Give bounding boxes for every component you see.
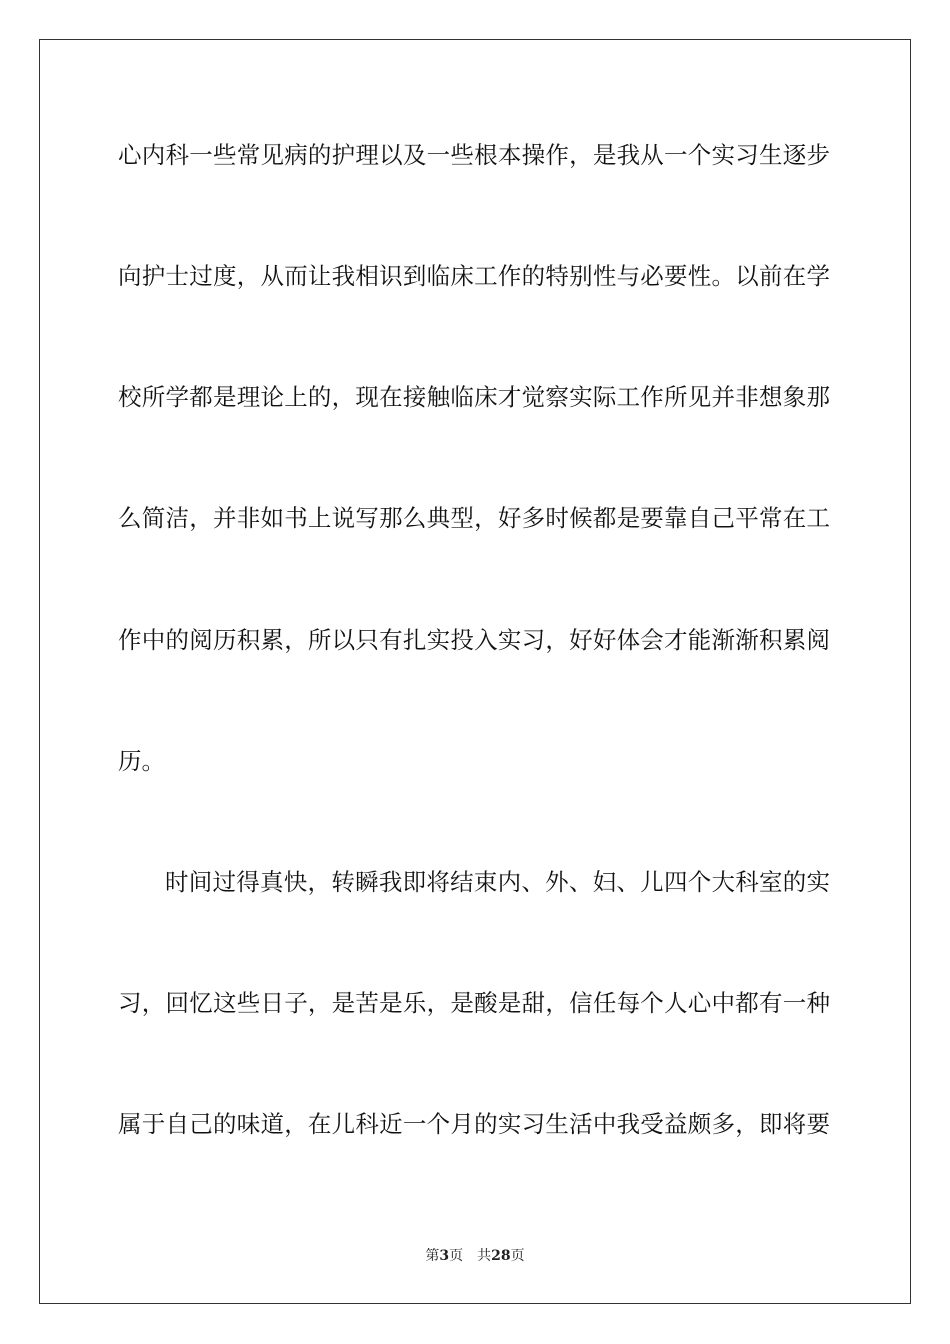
body-text-line: 向护士过度，从而让我相识到临床工作的特别性与必要性。以前在学 bbox=[118, 262, 830, 290]
page-footer bbox=[0, 1246, 950, 1266]
total-label-prefix: 共 bbox=[477, 1248, 492, 1264]
body-text-line: 属于自己的味道，在儿科近一个月的实习生活中我受益颇多，即将要 bbox=[118, 1110, 830, 1138]
total-label-suffix: 页 bbox=[510, 1248, 525, 1264]
page-label-suffix: 页 bbox=[449, 1248, 464, 1264]
total-pages: 28 bbox=[491, 1248, 511, 1264]
body-text-line: 作中的阅历积累，所以只有扎实投入实习，好好体会才能渐渐积累阅 bbox=[118, 626, 830, 654]
body-text-line: 心内科一些常见病的护理以及一些根本操作，是我从一个实习生逐步 bbox=[118, 141, 830, 169]
body-text-line: 么简洁，并非如书上说写那么典型，好多时候都是要靠自己平常在工 bbox=[118, 504, 830, 532]
body-text-line: 历。 bbox=[118, 747, 165, 775]
body-text-line: 习，回忆这些日子，是苦是乐，是酸是甜，信任每个人心中都有一种 bbox=[118, 989, 830, 1017]
page-label-prefix: 第 bbox=[425, 1248, 440, 1264]
page-number: 3 bbox=[439, 1248, 450, 1264]
paragraph-first-line: 时间过得真快，转瞬我即将结束内、外、妇、儿四个大科室的实 bbox=[165, 868, 830, 896]
body-text-line: 校所学都是理论上的，现在接触临床才觉察实际工作所见并非想象那 bbox=[118, 383, 830, 411]
